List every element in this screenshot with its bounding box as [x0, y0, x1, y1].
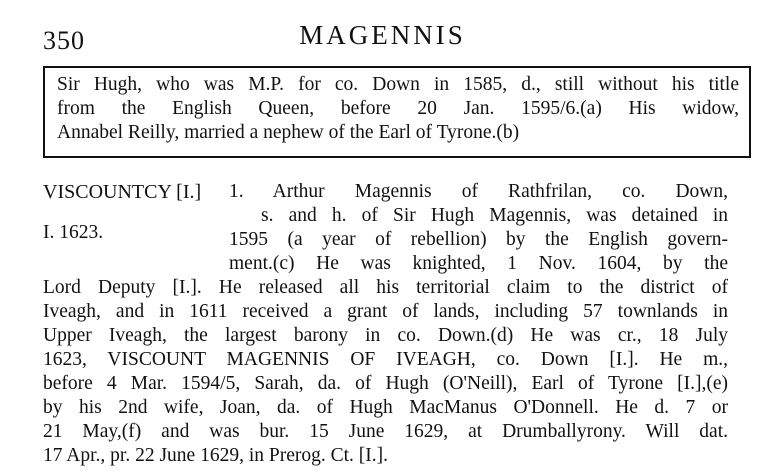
boxed-note-line: Sir Hugh, who was M.P. for co. Down in 1585, d., still without his title: [57, 74, 739, 95]
entry-line: by his 2nd wife, Joan, da. of Hugh MacManus O'Donnell. He d. 7 or: [43, 397, 728, 418]
entry-line: 1595 (a year of rebellion) by the English govern-: [229, 229, 728, 250]
margin-date: I. 1623.: [43, 222, 104, 243]
entry-line: Upper Iveagh, the largest barony in co. Down.(d) He was cr., 18 July: [43, 325, 728, 346]
entry-line: Lord Deputy [I.]. He released all his territorial claim to the district of: [43, 277, 728, 298]
margin-title: VISCOUNTCY [I.]: [43, 181, 202, 203]
entry-line: ment.(c) He was knighted, 1 Nov. 1604, by the: [229, 253, 728, 274]
boxed-note-line: from the English Queen, before 20 Jan. 1595/6.(a) His widow,: [57, 98, 739, 119]
page-number: 350: [43, 26, 85, 55]
entry-line: before 4 Mar. 1594/5, Sarah, da. of Hugh (O'Neill), Earl of Tyrone [I.],(e): [43, 373, 728, 394]
running-head: MAGENNIS: [299, 20, 466, 50]
boxed-note-line: Annabel Reilly, married a nephew of the Earl of Tyrone.(b): [57, 122, 520, 143]
boxed-note: [43, 66, 751, 158]
entry-line: 1623, VISCOUNT MAGENNIS OF IVEAGH, co. Down [I.]. He m.,: [43, 349, 728, 370]
entry-line: Iveagh, and in 1611 received a grant of lands, including 57 townlands in: [43, 301, 728, 322]
entry-line: 1. Arthur Magennis of Rathfrilan, co. Down,: [229, 181, 728, 202]
entry-line: 17 Apr., pr. 22 June 1629, in Prerog. Ct. [I.].: [43, 445, 389, 466]
entry-line: 21 May,(f) and was bur. 15 June 1629, at Drumballyrony. Will dat.: [43, 421, 728, 442]
entry-line: s. and h. of Sir Hugh Magennis, was detained in: [261, 205, 728, 226]
